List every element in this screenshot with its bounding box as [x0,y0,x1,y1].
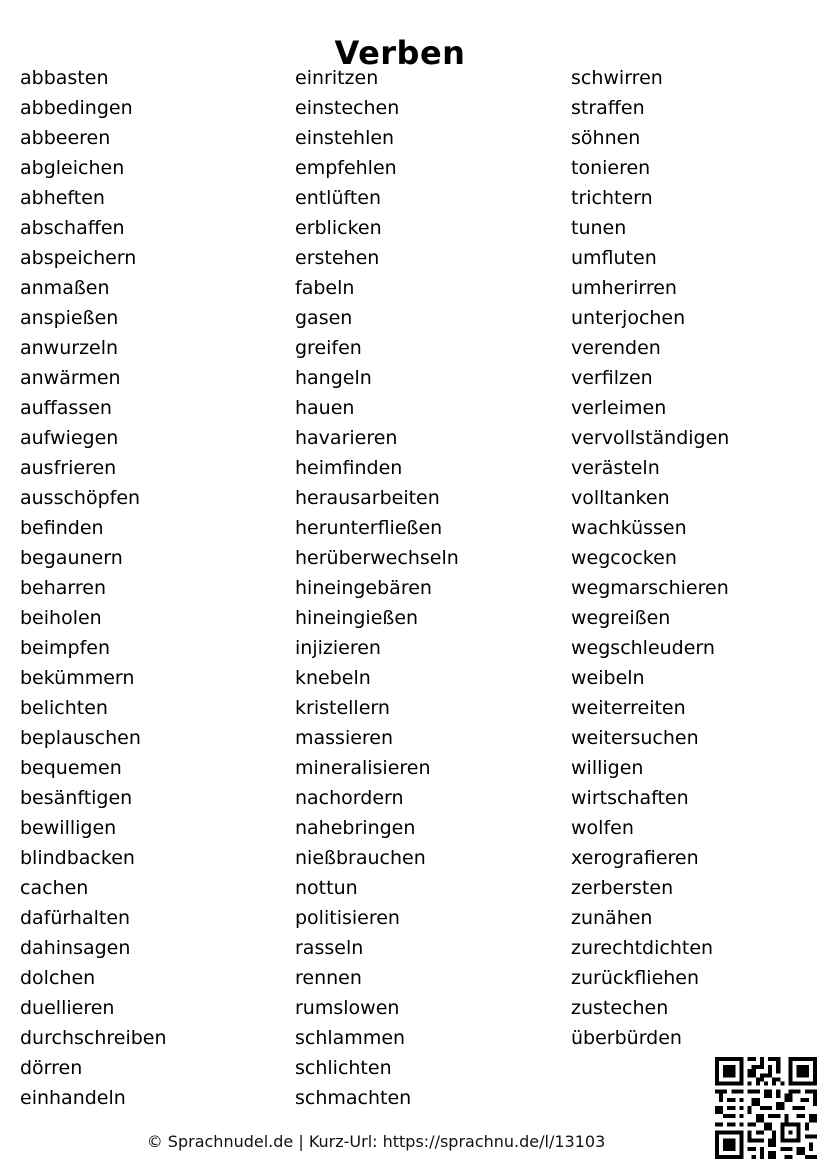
word-list-item: verästeln [571,457,660,479]
word-list-item: empfehlen [295,157,397,179]
word-list-item: auffassen [20,397,112,419]
word-list-item: wolfen [571,817,634,839]
word-list-item: wegreißen [571,607,671,629]
word-list-item: verenden [571,337,661,359]
word-list-item: ausfrieren [20,457,117,479]
word-list-item: anwärmen [20,367,121,389]
word-list-item: straffen [571,97,645,119]
word-list-item: umherirren [571,277,677,299]
word-list-item: bekümmern [20,667,135,689]
word-list-item: rennen [295,967,362,989]
word-list-item: schlichten [295,1057,392,1079]
word-list-item: verfilzen [571,367,653,389]
word-list-item: willigen [571,757,644,779]
word-list-item: schmachten [295,1087,412,1109]
word-list-item: besänftigen [20,787,133,809]
word-list-item: vervollständigen [571,427,730,449]
word-column-3 [571,63,729,1053]
word-list-item: zurechtdichten [571,937,714,959]
word-list-item: befinden [20,517,104,539]
word-list-item: abschaffen [20,217,125,239]
word-list-item: injizieren [295,637,381,659]
word-list-item: kristellern [295,697,390,719]
word-list-item: bequemen [20,757,122,779]
word-list-item: herüberwechseln [295,547,459,569]
word-list-item: zunähen [571,907,653,929]
word-list-item: nachordern [295,787,404,809]
word-list-item: dahinsagen [20,937,131,959]
word-list-item: überbürden [571,1027,682,1049]
word-column-1 [20,63,167,1113]
word-list-item: ausschöpfen [20,487,141,509]
word-list-item: einstechen [295,97,400,119]
word-list-item: zurückfliehen [571,967,700,989]
word-list-item: havarieren [295,427,398,449]
word-list-item: abbeeren [20,127,111,149]
word-list-item: tunen [571,217,627,239]
word-list-item: abheften [20,187,105,209]
word-list-item: einritzen [295,67,379,89]
word-list-item: nießbrauchen [295,847,426,869]
word-list-item: zustechen [571,997,669,1019]
word-list-item: belichten [20,697,108,719]
word-list-item: gasen [295,307,353,329]
word-list-item: dafürhalten [20,907,131,929]
page-title: Verben [334,34,466,73]
word-list-item: abbasten [20,67,109,89]
word-list-item: wegcocken [571,547,677,569]
word-list-item: herunterfließen [295,517,443,539]
word-list-item: entlüften [295,187,382,209]
word-list-item: einstehlen [295,127,395,149]
word-list-item: dörren [20,1057,83,1079]
word-list-item: begaunern [20,547,123,569]
word-list-item: rumslowen [295,997,400,1019]
word-list-item: hineingebären [295,577,432,599]
word-list-item: xerografieren [571,847,699,869]
word-list-item: rasseln [295,937,364,959]
word-list-item: anwurzeln [20,337,119,359]
word-list-item: politisieren [295,907,400,929]
word-list-item: beharren [20,577,107,599]
word-list-item: heimfinden [295,457,403,479]
word-list-item: weiterreiten [571,697,686,719]
word-list-item: hauen [295,397,355,419]
word-list-item: schwirren [571,67,663,89]
word-list-item: massieren [295,727,394,749]
word-list-item: weibeln [571,667,645,689]
word-list-item: beplauschen [20,727,141,749]
word-list-item: abbedingen [20,97,133,119]
word-list-item: schlammen [295,1027,406,1049]
word-list-item: volltanken [571,487,670,509]
word-list-item: wegschleudern [571,637,715,659]
word-list-item: tonieren [571,157,651,179]
word-list-item: trichtern [571,187,653,209]
word-list-item: fabeln [295,277,355,299]
word-list-item: bewilligen [20,817,117,839]
word-list-item: beimpfen [20,637,111,659]
word-list-item: cachen [20,877,89,899]
footer-credit: © Sprachnudel.de | Kurz-Url: https://sprachnu.de/l/13103 [146,1132,606,1151]
word-list-item: duellieren [20,997,115,1019]
word-list-item: wirtschaften [571,787,689,809]
word-list-item: hangeln [295,367,372,389]
word-list-item: erblicken [295,217,382,239]
word-list-item: herausarbeiten [295,487,440,509]
word-list-item: abgleichen [20,157,125,179]
word-list-item: abspeichern [20,247,137,269]
word-list-item: wachküssen [571,517,687,539]
word-list-item: einhandeln [20,1087,126,1109]
word-list-item: weitersuchen [571,727,699,749]
word-list-item: verleimen [571,397,667,419]
word-list-item: beiholen [20,607,102,629]
word-list-item: nahebringen [295,817,416,839]
word-list-item: unterjochen [571,307,686,329]
word-list-item: umfluten [571,247,657,269]
word-list-item: söhnen [571,127,641,149]
word-list-item: mineralisieren [295,757,431,779]
word-list-item: zerbersten [571,877,674,899]
word-list-item: blindbacken [20,847,135,869]
word-list-item: hineingießen [295,607,419,629]
word-list-item: anmaßen [20,277,110,299]
word-list-item: erstehen [295,247,380,269]
word-list-item: anspießen [20,307,119,329]
word-list-item: wegmarschieren [571,577,729,599]
word-list-item: aufwiegen [20,427,119,449]
word-column-2 [295,63,459,1113]
word-list-item: dolchen [20,967,96,989]
word-list-item: knebeln [295,667,371,689]
word-list-item: durchschreiben [20,1027,167,1049]
word-list-item: nottun [295,877,358,899]
word-list-item: greifen [295,337,362,359]
